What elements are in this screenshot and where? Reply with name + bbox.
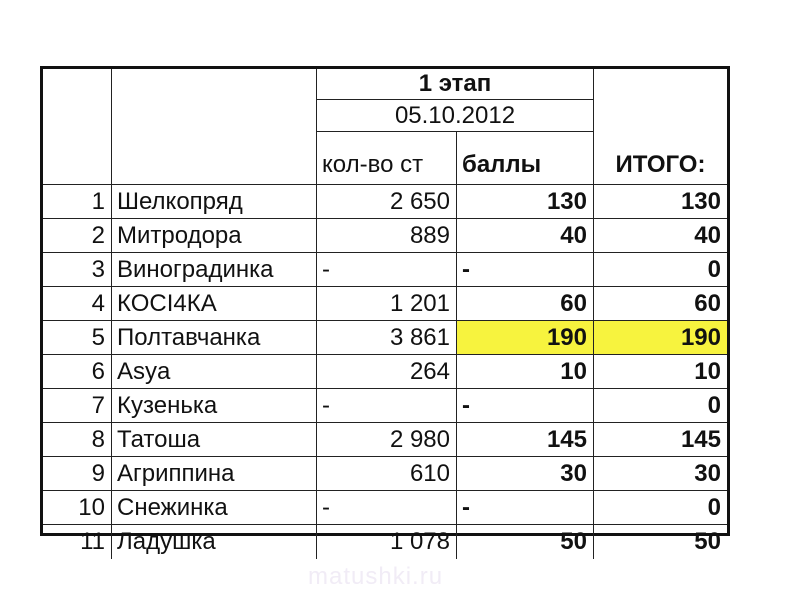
row-number: 6 [43, 355, 112, 389]
row-number: 3 [43, 253, 112, 287]
participant-name: Кузенька [112, 389, 317, 423]
stitch-count: 264 [317, 355, 457, 389]
stitch-count: 610 [317, 457, 457, 491]
total-value: 145 [594, 423, 727, 457]
stitch-count: 1 201 [317, 287, 457, 321]
total-value: 30 [594, 457, 727, 491]
points-value: 30 [457, 457, 594, 491]
participant-name: Виноградинка [112, 253, 317, 287]
participant-name: Митродора [112, 219, 317, 253]
participant-name: КОСІ4КА [112, 287, 317, 321]
points-value: - [457, 491, 594, 525]
points-value: 50 [457, 525, 594, 559]
results-table [40, 66, 730, 555]
stitch-count: 1 078 [317, 525, 457, 559]
points-value: - [457, 253, 594, 287]
points-value: 40 [457, 219, 594, 253]
column-header-count: кол-во ст [317, 132, 457, 185]
participant-name: Снежинка [112, 491, 317, 525]
row-number: 7 [43, 389, 112, 423]
participant-name: Агриппина [112, 457, 317, 491]
participant-name: Татоша [112, 423, 317, 457]
row-number: 10 [43, 491, 112, 525]
row-number: 9 [43, 457, 112, 491]
row-number: 4 [43, 287, 112, 321]
points-value: 190 [457, 321, 594, 355]
total-value: 130 [594, 185, 727, 219]
column-header-total: ИТОГО: [594, 69, 727, 185]
column-header-points: баллы [457, 132, 594, 185]
points-value: 10 [457, 355, 594, 389]
row-number: 11 [43, 525, 112, 559]
total-value: 10 [594, 355, 727, 389]
points-value: 60 [457, 287, 594, 321]
points-value: - [457, 389, 594, 423]
participant-name: Asya [112, 355, 317, 389]
total-value: 190 [594, 321, 727, 355]
row-number: 2 [43, 219, 112, 253]
participant-name: Ладушка [112, 525, 317, 559]
total-value: 40 [594, 219, 727, 253]
total-value: 0 [594, 389, 727, 423]
stitch-count: 2 650 [317, 185, 457, 219]
stitch-count: 3 861 [317, 321, 457, 355]
header-blank-name [112, 69, 317, 185]
total-value: 60 [594, 287, 727, 321]
stage-date: 05.10.2012 [317, 100, 594, 132]
total-value: 0 [594, 491, 727, 525]
row-number: 5 [43, 321, 112, 355]
points-value: 145 [457, 423, 594, 457]
header-blank-number [43, 69, 112, 185]
points-value: 130 [457, 185, 594, 219]
stitch-count: - [317, 253, 457, 287]
total-value: 0 [594, 253, 727, 287]
stitch-count: 2 980 [317, 423, 457, 457]
stage-title: 1 этап [317, 69, 594, 100]
participant-name: Полтавчанка [112, 321, 317, 355]
row-number: 1 [43, 185, 112, 219]
participant-name: Шелкопряд [112, 185, 317, 219]
row-number: 8 [43, 423, 112, 457]
watermark-text: matushki.ru [308, 563, 444, 590]
stitch-count: - [317, 491, 457, 525]
total-value: 50 [694, 528, 721, 555]
stitch-count: - [317, 389, 457, 423]
stitch-count: 889 [317, 219, 457, 253]
